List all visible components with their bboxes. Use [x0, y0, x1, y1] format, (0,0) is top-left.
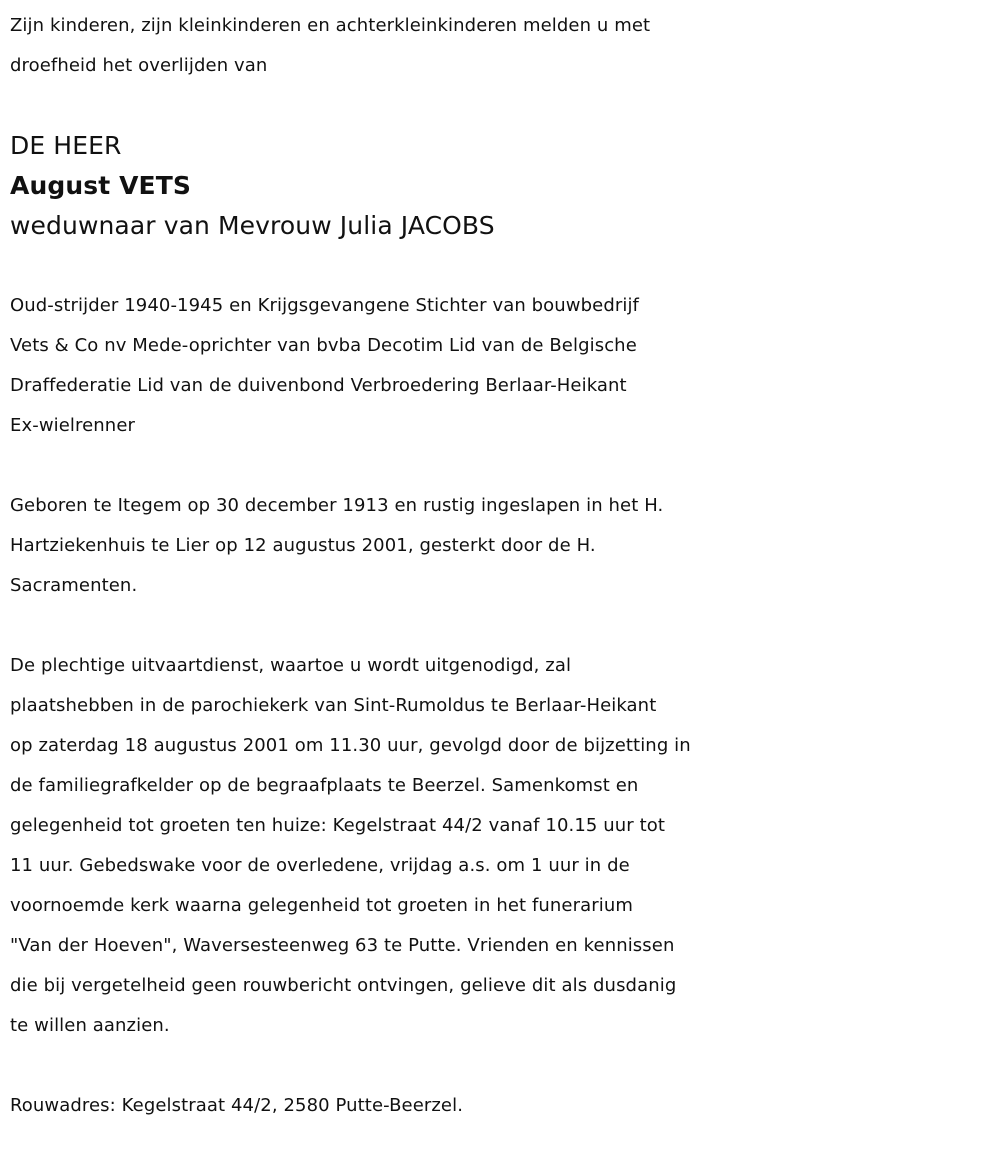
deceased-name: August VETS: [10, 171, 191, 200]
funeral-line-10: te willen aanzien.: [10, 1015, 170, 1036]
spacer: [10, 606, 995, 646]
funeral-line-5: gelegenheid tot groeten ten huize: Kegelstraat 44/2 vanaf 10.15 uur tot: [10, 815, 666, 836]
spacer: [10, 246, 995, 286]
birth-death-line-2: Hartziekenhuis te Lier op 12 augustus 2001, gesterkt door de H.: [10, 535, 596, 556]
funeral-address: Rouwadres: Kegelstraat 44/2, 2580 Putte-Beerzel.: [10, 1095, 464, 1116]
funeral-line-9: die bij vergetelheid geen rouwbericht ontvingen, gelieve dit als dusdanig: [10, 975, 677, 996]
funeral-line-2: plaatshebben in de parochiekerk van Sint-Rumoldus te Berlaar-Heikant: [10, 695, 657, 716]
deceased-title: DE HEER: [10, 131, 122, 160]
spacer: [10, 86, 995, 126]
roles-line-4: Ex-wielrenner: [10, 415, 135, 436]
roles-line-2: Vets & Co nv Mede-oprichter van bvba Decotim Lid van de Belgische: [10, 335, 637, 356]
roles-line-3: Draffederatie Lid van de duivenbond Verbroedering Berlaar-Heikant: [10, 375, 627, 396]
funeral-line-7: voornoemde kerk waarna gelegenheid tot groeten in het funerarium: [10, 895, 633, 916]
obituary-notice: [10, 6, 995, 1126]
spacer: [10, 1046, 995, 1086]
spacer: [10, 446, 995, 486]
birth-death-line-3: Sacramenten.: [10, 575, 138, 596]
widower-line: weduwnaar van Mevrouw Julia JACOBS: [10, 211, 495, 240]
roles-line-1: Oud-strijder 1940-1945 en Krijgsgevangene Stichter van bouwbedrijf: [10, 295, 639, 316]
funeral-line-8: "Van der Hoeven", Waversesteenweg 63 te Putte. Vrienden en kennissen: [10, 935, 675, 956]
funeral-line-1: De plechtige uitvaartdienst, waartoe u wordt uitgenodigd, zal: [10, 655, 572, 676]
funeral-line-4: de familiegrafkelder op de begraafplaats te Beerzel. Samenkomst en: [10, 775, 639, 796]
intro-line-2: droefheid het overlijden van: [10, 55, 268, 76]
funeral-line-6: 11 uur. Gebedswake voor de overledene, vrijdag a.s. om 1 uur in de: [10, 855, 630, 876]
funeral-line-3: op zaterdag 18 augustus 2001 om 11.30 uur, gevolgd door de bijzetting in: [10, 735, 691, 756]
intro-line-1: Zijn kinderen, zijn kleinkinderen en achterkleinkinderen melden u met: [10, 15, 651, 36]
birth-death-line-1: Geboren te Itegem op 30 december 1913 en rustig ingeslapen in het H.: [10, 495, 664, 516]
